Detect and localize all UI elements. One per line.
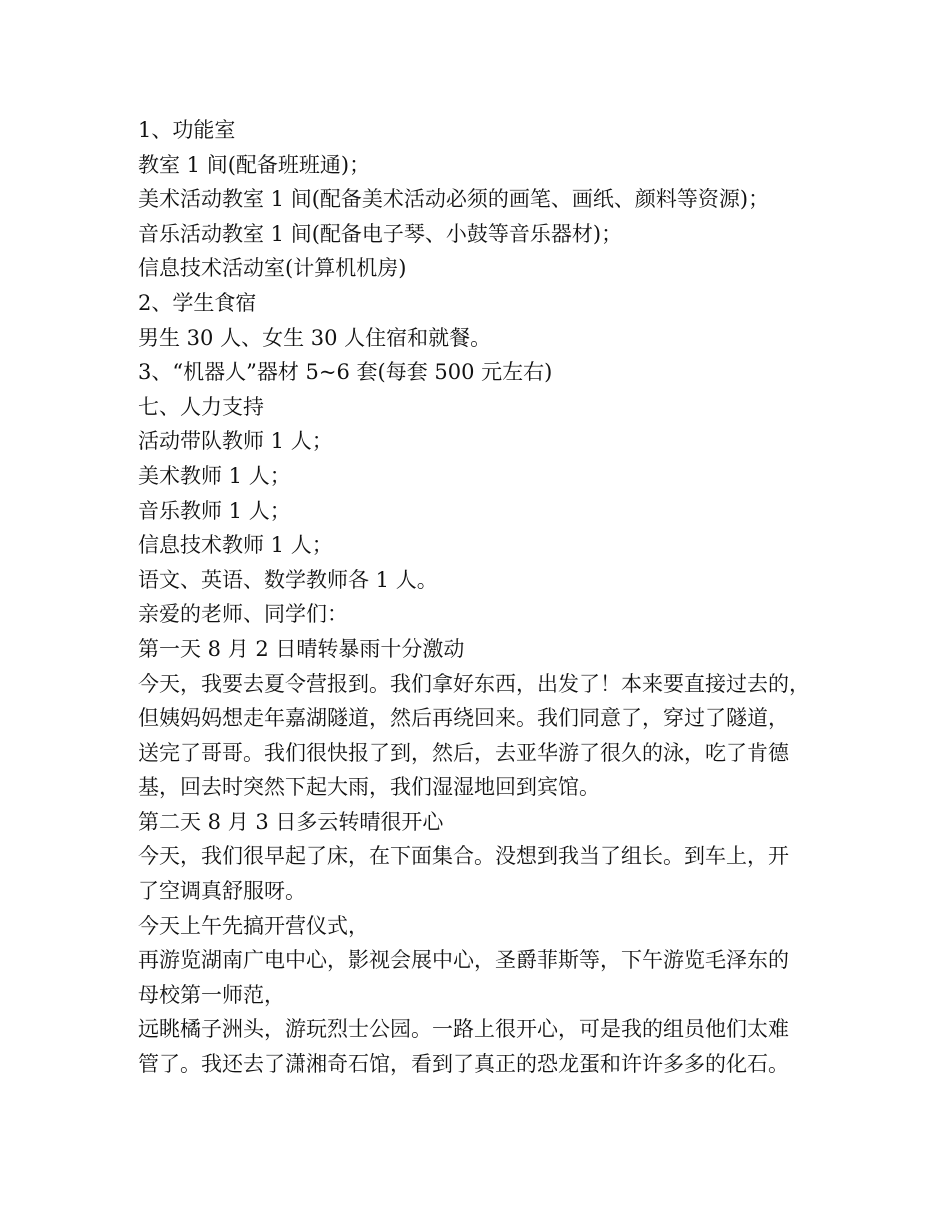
text-line-section-robot-equipment: 3、“机器人”器材 5~6 套(每套 500 元左右) <box>138 360 553 385</box>
text-line-day-two-heading: 第二天 8 月 3 日多云转晴很开心 <box>138 809 444 834</box>
text-line: 音乐教师 1 人； <box>138 498 291 523</box>
text-line: 美术活动教室 1 间(配备美术活动必须的画笔、画纸、颜料等资源)； <box>138 187 770 212</box>
text-line: 今天，我们很早起了床，在下面集合。没想到我当了组长。到车上，开 <box>138 844 789 869</box>
text-line-day-one-heading: 第一天 8 月 2 日晴转暴雨十分激动 <box>138 636 465 661</box>
text-line: 信息技术活动室(计算机机房) <box>138 256 407 281</box>
text-line-section-student-lodging: 2、学生食宿 <box>138 290 257 315</box>
text-line: 基，回去时突然下起大雨，我们湿湿地回到宾馆。 <box>138 775 600 800</box>
text-line: 语文、英语、数学教师各 1 人。 <box>138 567 438 592</box>
text-line: 远眺橘子洲头，游玩烈士公园。一路上很开心，可是我的组员他们太难 <box>138 1017 789 1042</box>
text-line: 音乐活动教室 1 间(配备电子琴、小鼓等音乐器材)； <box>138 221 623 246</box>
text-line: 了空调真舒服呀。 <box>138 879 306 904</box>
text-line: 今天，我要去夏令营报到。我们拿好东西，出发了！本来要直接过去的， <box>138 671 810 696</box>
document-body <box>138 113 828 1082</box>
text-line: 信息技术教师 1 人； <box>138 533 333 558</box>
text-line: 美术教师 1 人； <box>138 463 291 488</box>
text-line: 男生 30 人、女生 30 人住宿和就餐。 <box>138 325 492 350</box>
text-line: 活动带队教师 1 人； <box>138 429 333 454</box>
text-line: 但姨妈妈想走年嘉湖隧道，然后再绕回来。我们同意了，穿过了隧道， <box>138 706 789 731</box>
text-line: 再游览湖南广电中心，影视会展中心，圣爵菲斯等，下午游览毛泽东的 <box>138 948 789 973</box>
text-line: 管了。我还去了潇湘奇石馆，看到了真正的恐龙蛋和许许多多的化石。 <box>138 1052 789 1077</box>
text-line-section-functional-rooms: 1、功能室 <box>138 118 236 142</box>
text-line-greeting: 亲爱的老师、同学们： <box>138 602 348 627</box>
text-line: 今天上午先搞开营仪式， <box>138 913 369 938</box>
text-line: 教室 1 间(配备班班通)； <box>138 152 371 177</box>
text-line: 母校第一师范， <box>138 982 285 1007</box>
text-line-section-staffing: 七、人力支持 <box>138 394 264 419</box>
text-line: 送完了哥哥。我们很快报了到，然后，去亚华游了很久的泳，吃了肯德 <box>138 740 789 765</box>
